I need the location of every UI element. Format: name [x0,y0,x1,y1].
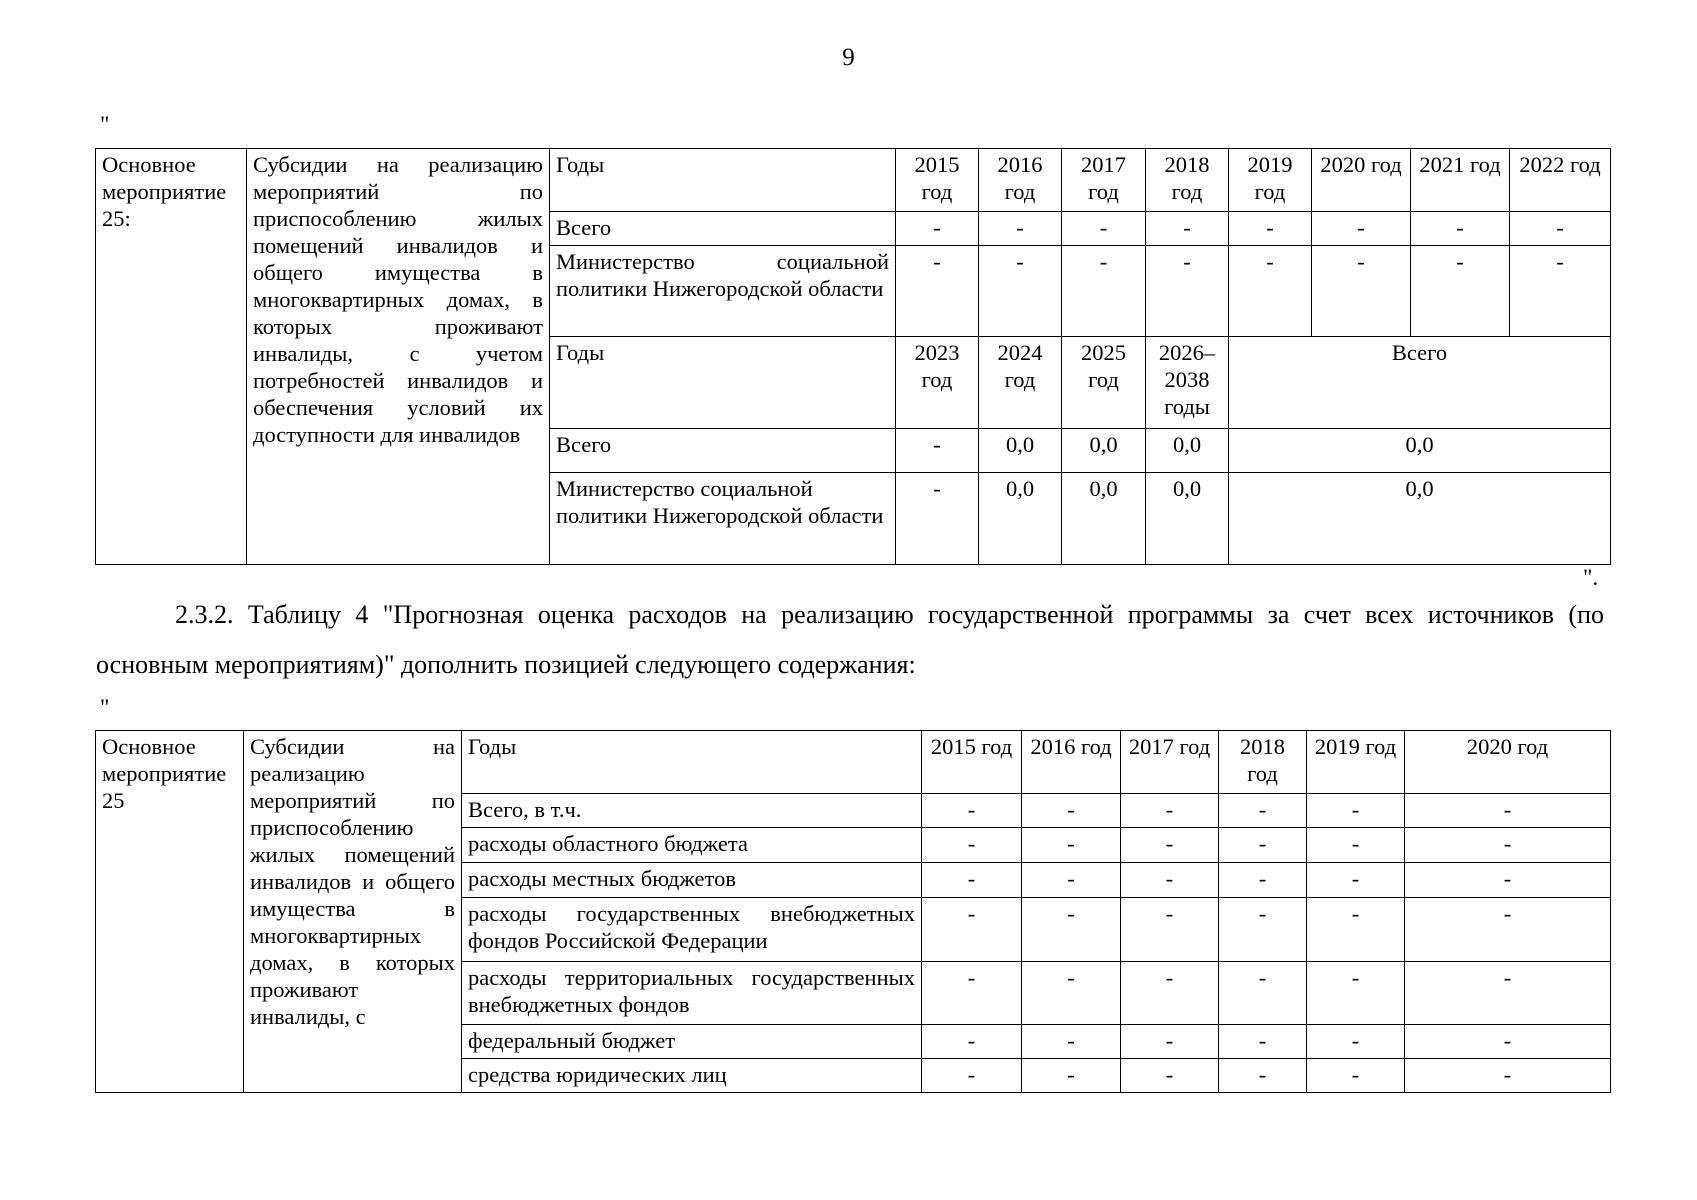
value-cell: - [1219,898,1307,962]
year-header: 2017 год [1121,731,1219,794]
value-cell: - [979,246,1062,337]
value-cell: - [1121,962,1219,1025]
year-header: 2024 год [979,337,1062,429]
value-cell: - [1022,828,1121,863]
value-cell: - [1121,828,1219,863]
amendment-paragraph: 2.3.2. Таблицу 4 "Прогнозная оценка расходов на реализацию государственной программы за счет всех источников (по основным мероприятиям)" дополнить позицией следующего содержания: [96,600,1604,679]
value-cell: - [1022,898,1121,962]
value-cell: - [922,962,1022,1025]
total-sum-cell: 0,0 [1229,473,1611,565]
value-cell: - [922,828,1022,863]
year-header: 2018 год [1219,731,1307,794]
value-cell: - [1405,1059,1611,1093]
value-cell: - [922,794,1022,828]
value-cell: - [1022,1025,1121,1059]
value-cell: - [1121,1059,1219,1093]
value-cell: - [1411,246,1510,337]
value-cell: - [1405,863,1611,898]
value-cell: - [896,473,979,565]
value-cell: - [1146,246,1229,337]
year-header: 2020 год [1405,731,1611,794]
value-cell: - [1405,1025,1611,1059]
value-cell: - [1405,794,1611,828]
year-header: 2021 год [1411,149,1510,212]
total-sum-cell: 0,0 [1229,429,1611,473]
table-event-25-expenses [95,730,1611,1093]
page-number: 9 [842,44,855,71]
value-cell: - [1510,212,1611,246]
value-cell: - [1022,1059,1121,1093]
table-event-25-summary [95,148,1611,565]
value-cell: - [1121,1025,1219,1059]
value-cell: 0,0 [1062,429,1146,473]
value-cell: - [922,1059,1022,1093]
year-header: 2026–2038 годы [1146,337,1229,429]
event-description-cell: Субсидии на реализацию мероприятий по приспособлению жилых помещений инвалидов и общего имущества в многоквартирных домах, в которых проживают инвалиды, с учетом потребностей инвалидов и обеспечения условий их доступности для инвалидов [247,149,550,565]
expense-row-label: расходы территориальных государственных внебюджетных фондов [462,962,922,1025]
expense-row-label: средства юридических лиц [462,1059,922,1093]
value-cell: - [1022,794,1121,828]
value-cell: 0,0 [1062,473,1146,565]
year-header: 2018 год [1146,149,1229,212]
value-cell: - [1062,246,1146,337]
event-description-cell: Субсидии на реализацию мероприятий по приспособлению жилых помещений инвалидов и общего имущества в многоквартирных домах, в которых проживают инвалиды, с [244,731,462,1093]
value-cell: - [922,863,1022,898]
expense-row-label: расходы местных бюджетов [462,863,922,898]
expense-row-label: Всего, в т.ч. [462,794,922,828]
value-cell: - [896,429,979,473]
value-cell: - [1405,898,1611,962]
year-header: 2016 год [979,149,1062,212]
value-cell: - [1022,863,1121,898]
value-cell: - [1146,212,1229,246]
year-header: 2025 год [1062,337,1146,429]
value-cell: - [1510,246,1611,337]
value-cell: - [1411,212,1510,246]
value-cell: - [1405,828,1611,863]
years-label-cell: Годы [550,149,896,212]
row-ministry-label: Министерство социальной политики Нижегородской области [550,246,896,337]
value-cell: - [1307,1025,1405,1059]
value-cell: - [922,898,1022,962]
value-cell: - [1121,794,1219,828]
value-cell: - [1121,863,1219,898]
value-cell: - [1219,1025,1307,1059]
year-header: 2019 год [1307,731,1405,794]
event-label-cell: Основное мероприятие 25: [96,149,247,565]
expense-row-label: расходы областного бюджета [462,828,922,863]
year-header: 2019 год [1229,149,1312,212]
value-cell: - [1307,1059,1405,1093]
value-cell: - [896,246,979,337]
year-header: 2022 год [1510,149,1611,212]
year-header: 2016 год [1022,731,1121,794]
value-cell: - [1229,212,1312,246]
close-quote: ". [1583,565,1599,590]
value-cell: - [1219,1059,1307,1093]
total-header: Всего [1229,337,1611,429]
year-header: 2015 год [922,731,1022,794]
value-cell: - [896,212,979,246]
value-cell: - [1307,863,1405,898]
value-cell: 0,0 [979,473,1062,565]
value-cell: - [1307,794,1405,828]
value-cell: - [1307,962,1405,1025]
value-cell: - [1312,246,1411,337]
years-label-cell: Годы [550,337,896,429]
year-header: 2023 год [896,337,979,429]
row-total-label: Всего [550,212,896,246]
value-cell: - [1062,212,1146,246]
year-header: 2020 год [1312,149,1411,212]
value-cell: 0,0 [1146,429,1229,473]
expense-row-label: федеральный бюджет [462,1025,922,1059]
open-quote-2: " [100,695,110,720]
value-cell: 0,0 [1146,473,1229,565]
value-cell: 0,0 [979,429,1062,473]
open-quote-1: " [100,112,110,137]
year-header: 2015 год [896,149,979,212]
value-cell: - [922,1025,1022,1059]
years-label-cell: Годы [462,731,922,794]
expense-row-label: расходы государственных внебюджетных фондов Российской Федерации [462,898,922,962]
value-cell: - [1022,962,1121,1025]
row-ministry-label: Министерство социальной политики Нижегородской области [550,473,896,565]
value-cell: - [1219,794,1307,828]
value-cell: - [1121,898,1219,962]
value-cell: - [1229,246,1312,337]
value-cell: - [1219,863,1307,898]
value-cell: - [979,212,1062,246]
value-cell: - [1405,962,1611,1025]
value-cell: - [1307,828,1405,863]
year-header: 2017 год [1062,149,1146,212]
value-cell: - [1219,962,1307,1025]
value-cell: - [1307,898,1405,962]
value-cell: - [1219,828,1307,863]
event-label-cell: Основное мероприятие 25 [96,731,244,1093]
row-total-label: Всего [550,429,896,473]
value-cell: - [1312,212,1411,246]
